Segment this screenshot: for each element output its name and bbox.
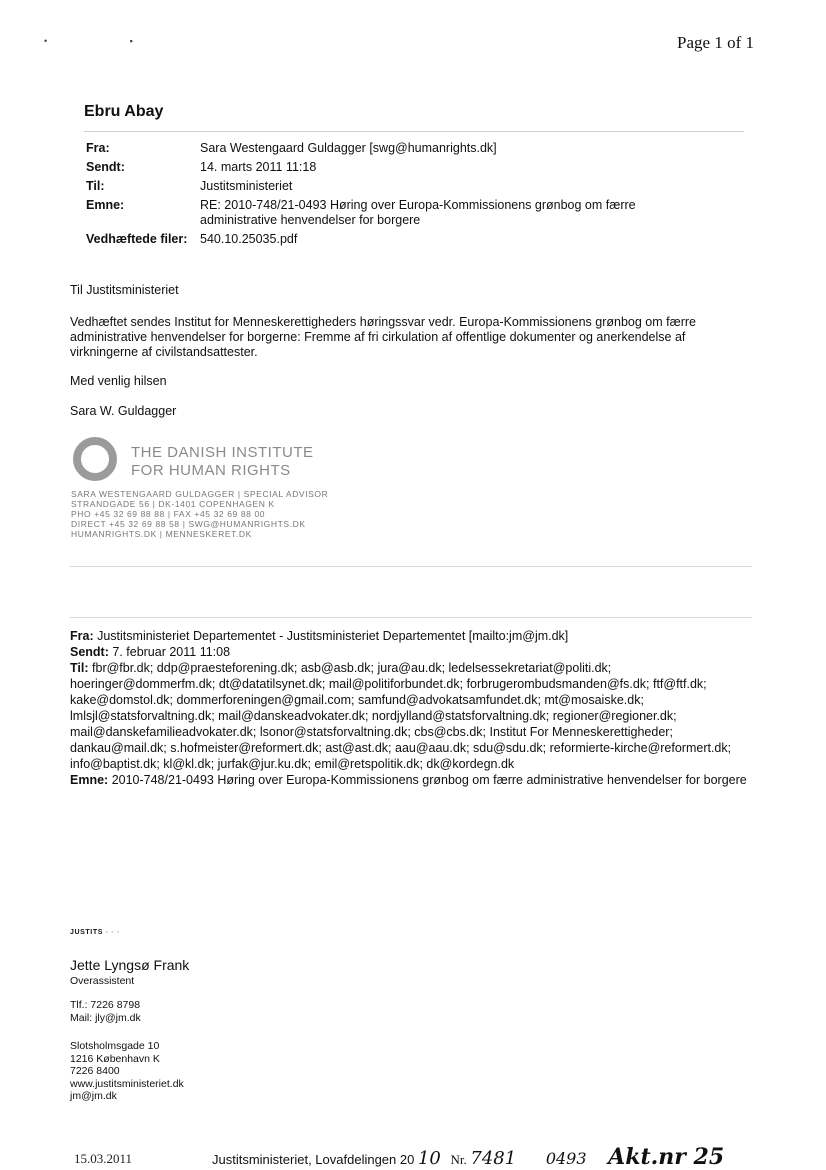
forwarded-sent	[70, 644, 760, 660]
signature: Sara W. Guldagger	[70, 404, 177, 418]
field-label: Fra:	[70, 629, 94, 643]
signature-line: PHO +45 32 69 88 88 | FAX +45 32 69 88 00	[71, 509, 266, 519]
logo-text: FOR HUMAN RIGHTS	[131, 462, 291, 479]
field-label: Emne:	[70, 773, 109, 787]
forwarded-header	[70, 628, 760, 788]
sender-address	[70, 1040, 184, 1103]
signature-line: STRANDGADE 56 | DK-1401 COPENHAGEN K	[71, 499, 275, 509]
header-label: Emne:	[86, 198, 125, 212]
header-label: Vedhæftede filer:	[86, 232, 188, 246]
divider	[70, 566, 752, 567]
greeting: Til Justitsministeriet	[70, 283, 179, 297]
department-stamp	[212, 1144, 724, 1170]
email-header	[86, 141, 670, 251]
sender-phone: Tlf.: 7226 8798	[70, 999, 141, 1011]
header-value: Justitsministeriet	[200, 179, 293, 193]
stamp-nr-label: Nr.	[450, 1152, 467, 1167]
signature-line: SARA WESTENGAARD GULDAGGER | SPECIAL ADVISOR	[71, 489, 329, 499]
mailbox-owner: Ebru Abay	[84, 103, 164, 120]
message-paragraph: Vedhæftet sendes Institut for Menneskerettigheders høringssvar vedr. Europa-Kommissionens grønbog om færre administrative henvendelser for borgerne: Fremme af fri cirkulation af offentlige dokumenter og anerkendelse af virkningerne af civilstandsattester.	[70, 315, 696, 359]
sender-department: JUSTITS ▪ ▪ ▪	[70, 929, 120, 936]
sender-name: Jette Lyngsø Frank	[70, 957, 190, 973]
signature-line: DIRECT +45 32 69 88 58 | SWG@HUMANRIGHTS.DK	[71, 519, 306, 529]
handwritten-number: 10	[417, 1148, 441, 1169]
header-from-row	[86, 141, 670, 160]
handwritten-number: 7481	[470, 1148, 517, 1169]
institute-logo-icon	[72, 436, 118, 482]
forwarded-to	[70, 660, 760, 772]
stamp-dept: Justitsministeriet, Lovafdelingen 20	[212, 1152, 415, 1167]
field-value: 2010-748/21-0493 Høring over Europa-Kommissionens grønbog om færre administrative henvendelser for borgere	[111, 773, 747, 787]
received-date-stamp: 15.03.2011	[74, 1151, 133, 1166]
logo-text: THE DANISH INSTITUTE	[131, 444, 314, 461]
forwarded-subject	[70, 772, 760, 788]
forwarded-from	[70, 628, 760, 644]
field-value: Justitsministeriet Departementet - Justitsministeriet Departementet [mailto:jm@jm.dk]	[97, 629, 569, 643]
field-label: Til:	[70, 661, 89, 675]
header-to-row	[86, 179, 670, 198]
header-label: Sendt:	[86, 160, 125, 174]
scan-specks: • ▪	[44, 36, 173, 46]
handwritten-number: 0493	[545, 1149, 587, 1168]
header-label: Til:	[86, 179, 105, 193]
handwritten-file-number: Akt.nr 25	[608, 1144, 725, 1170]
header-attachments-row	[86, 232, 670, 251]
closing: Med venlig hilsen	[70, 374, 167, 388]
email-link[interactable]: jm@jm.dk	[70, 1090, 117, 1102]
header-label: Fra:	[86, 141, 110, 155]
address-line: Slotsholmsgade 10	[70, 1040, 160, 1052]
field-label: Sendt:	[70, 645, 109, 659]
attachment-link[interactable]: 540.10.25035.pdf	[200, 232, 298, 246]
website-link[interactable]: www.justitsministeriet.dk	[70, 1077, 184, 1090]
header-subject-row	[86, 198, 670, 232]
divider	[84, 131, 744, 132]
header-value: 14. marts 2011 11:18	[200, 160, 317, 174]
sender-title: Overassistent	[70, 975, 135, 987]
address-line: 1216 København K	[70, 1052, 160, 1065]
header-value: RE: 2010-748/21-0493 Høring over Europa-Kommissionens grønbog om færre administrative henvendelser for borgere	[200, 198, 636, 227]
signature-line: HUMANRIGHTS.DK | MENNESKERET.DK	[71, 529, 252, 539]
header-sent-row	[86, 160, 670, 179]
address-line: 7226 8400	[70, 1065, 120, 1077]
divider	[70, 617, 752, 618]
page-header: Page 1 of 1	[677, 33, 754, 52]
field-value: 7. februar 2011 11:08	[112, 645, 231, 659]
header-value: Sara Westengaard Guldagger [swg@humanrights.dk]	[200, 141, 497, 155]
field-value: fbr@fbr.dk; ddp@praesteforening.dk; asb@asb.dk; jura@au.dk; ledelsessekretariat@politi.dk; hoeringer@dommerfm.dk; dt@datatilsynet.dk; mail@politiforbundet.dk; forbrugerombudsmanden@fs.dk; ftf@ftf.dk; kake@domstol.dk; dommerforeningen@gmail.com; samfund@advokatsamfundet.dk; mt@mosaiske.dk; lmlsjl@statsforvaltning.dk; mail@danskeadvokater.dk; nordjylland@statsforvaltning.dk; regioner@regioner.dk; mail@danskefamilieadvokater.dk; lsonor@statsforvaltning.dk; cbs@cbs.dk; Institut For Menneskerettigheder; dankau@mail.dk; s.hofmeister@reformert.dk; ast@ast.dk; aau@aau.dk; sdu@sdu.dk; reformierte-kirche@reformert.dk; info@baptist.dk; kl@kl.dk; jurfak@jur.ku.dk; emil@retspolitik.dk; dk@kordegn.dk	[70, 661, 732, 771]
signature-block	[71, 489, 328, 539]
sender-mail: Mail: jly@jm.dk	[70, 1012, 141, 1024]
